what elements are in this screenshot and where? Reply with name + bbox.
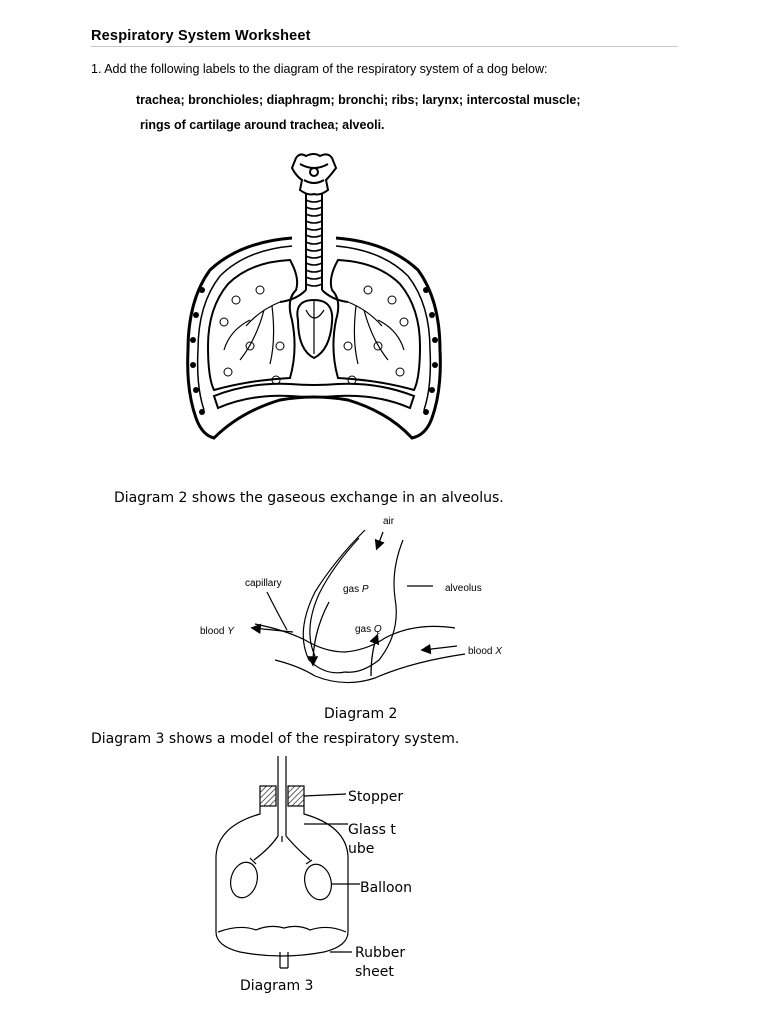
larynx-drawing: [292, 154, 336, 195]
air-label: air: [383, 516, 395, 527]
alveolus-label: alveolus: [445, 583, 482, 594]
question-1-text: 1. Add the following labels to the diagram of the respiratory system of a dog below:: [91, 62, 548, 76]
gas-q-arrow: [371, 636, 377, 676]
gas-q-label: gas Q: [355, 624, 382, 635]
rubber-sheet-label: Rubber sheet: [355, 945, 406, 980]
heart-drawing: [297, 300, 332, 358]
diagram-2-title: Diagram 2: [324, 706, 398, 722]
balloon-label: Balloon: [360, 880, 412, 896]
air-arrow: [377, 532, 383, 548]
blood-x-arrow: [423, 646, 457, 650]
blood-x-label: blood X: [468, 646, 502, 657]
diagram-3-caption: Diagram 3 shows a model of the respiratory system.: [91, 731, 460, 747]
right-balloon-drawing: [301, 861, 335, 903]
gas-p-label: gas P: [343, 584, 369, 595]
stopper-drawing: [260, 786, 276, 806]
alveolus-wall-right: [345, 540, 403, 672]
label-list-line-2: rings of cartilage around trachea; alveoli.: [140, 118, 385, 132]
bell-jar-model-diagram: [200, 756, 360, 976]
capillary-lower-wall: [275, 654, 465, 683]
gas-p-arrow: [313, 602, 329, 664]
left-balloon-drawing: [227, 859, 261, 901]
glass-tube-label: Glass tube: [348, 822, 396, 857]
capillary-label: capillary: [245, 578, 282, 589]
diagram-2-caption: Diagram 2 shows the gaseous exchange in an alveolus.: [114, 490, 504, 506]
bell-jar-drawing: [216, 806, 348, 956]
blood-y-label: blood Y: [200, 626, 234, 637]
label-list-line-1: trachea; bronchioles; diaphragm; bronchi; ribs; larynx; intercostal muscle;: [136, 93, 581, 107]
title-divider: [91, 46, 678, 47]
glass-tube-drawing: [278, 756, 286, 836]
alveolus-diagram: [195, 512, 520, 692]
stopper-label: Stopper: [348, 789, 404, 805]
cartilage-rings: [306, 200, 322, 286]
dog-respiratory-diagram: [180, 150, 450, 445]
rubber-sheet-drawing: [218, 926, 346, 932]
worksheet-title: Respiratory System Worksheet: [91, 28, 311, 44]
diagram-3-title: Diagram 3: [240, 978, 314, 994]
